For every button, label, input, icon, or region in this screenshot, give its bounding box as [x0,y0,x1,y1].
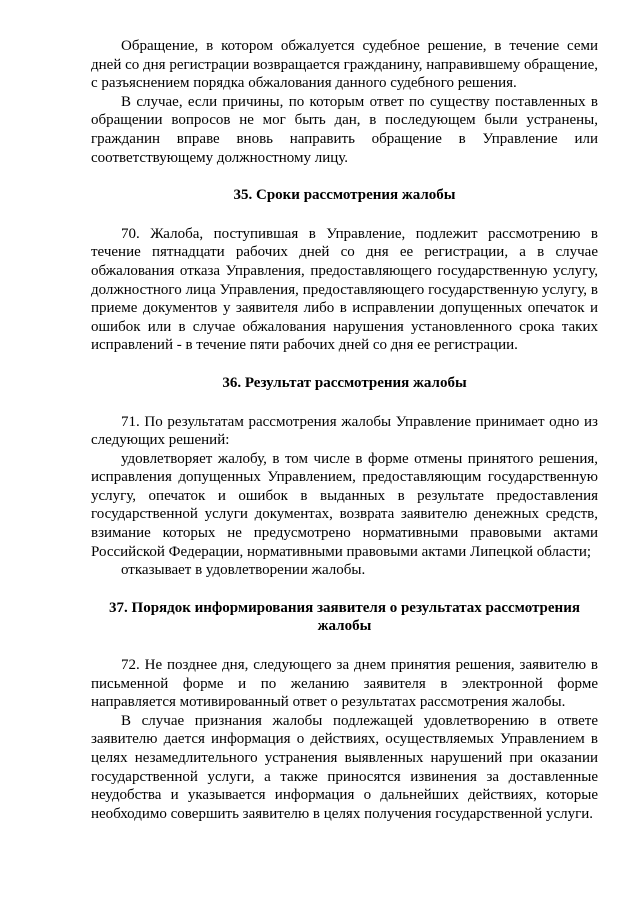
paragraph-reasons-eliminated: В случае, если причины, по которым ответ по существу поставленных в обращении вопросов не мог быть дан, в последующем были устранены, гражданин вправе вновь направить обращение в Управление или соответствующему должностному лицу. [91,93,598,166]
paragraph-71: 71. По результатам рассмотрения жалобы Управление принимает одно из следующих решений: [91,413,598,449]
paragraph-refuses-complaint: отказывает в удовлетворении жалобы. [121,562,366,579]
paragraph-court-decision: Обращение, в котором обжалуется судебное решение, в течение семи дней со дня регистрации возвращается гражданину, направившему обращение, с разъяснением порядка обжалования данного судебного решения. [91,38,598,92]
heading-section-36: 36. Результат рассмотрения жалобы [222,374,467,391]
paragraph-72: 72. Не позднее дня, следующего за днем принятия решения, заявителю в письменной форме и по желанию заявителя в электронной форме направляется мотивированный ответ о результатах рассмотрения жалобы. [91,657,598,711]
heading-section-35: 35. Сроки рассмотрения жалобы [233,187,456,204]
paragraph-70: 70. Жалоба, поступившая в Управление, подлежит рассмотрению в течение пятнадцати рабочих дней со дня ее регистрации, а в случае обжалования отказа Управления, предоставляющего государственную услугу, должностного лица Управления, предоставляющего государственную услугу, в приеме документов у заявителя либо в исправлении допущенных опечаток и ошибок или в случае обжалования нарушения установленного срока таких исправлений - в течение пяти рабочих дней со дня ее регистрации. [91,225,598,354]
paragraph-satisfaction-answer: В случае признания жалобы подлежащей удовлетворению в ответе заявителю дается информация о действиях, осуществляемых Управлением в целях незамедлительного устранения выявленных нарушений при оказании государственной услуги, а также приносятся извинения за доставленные неудобства и указывается информация о дальнейших действиях, которые необходимо совершить заявителю в целях получения государственной услуги. [91,712,598,822]
heading-section-37: 37. Порядок информирования заявителя о результатах рассмотрения жалобы [109,599,580,635]
paragraph-satisfies-complaint: удовлетворяет жалобу, в том числе в форме отмены принятого решения, исправления допущенных Управлением, предоставляющим государственную услугу, опечаток и ошибок в выданных в результате предоставления государственной услуги документах, возврата заявителю денежных средств, взимание которых не предусмотрено нормативными правовыми актами Российской Федерации, нормативными правовыми актами Липецкой области; [91,450,598,560]
